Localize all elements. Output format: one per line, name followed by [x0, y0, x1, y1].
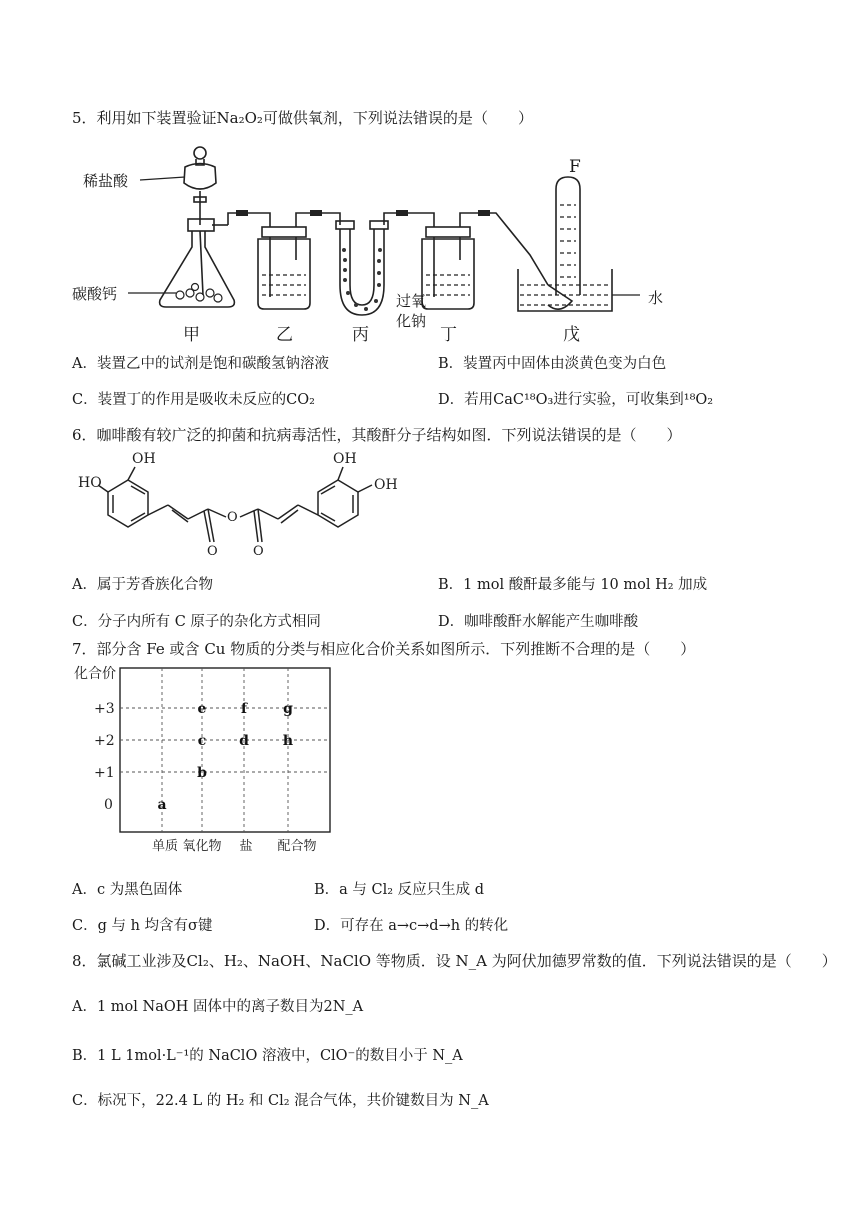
label-dilute-hcl: 稀盐酸: [83, 172, 129, 190]
point-g: g: [283, 701, 293, 717]
q5-apparatus-diagram: [0, 135, 868, 385]
q7-option-b[interactable]: B．a 与 Cl₂ 反应只生成 d: [314, 882, 485, 898]
o-bridge: O: [227, 510, 238, 525]
q5-stem: 5．利用如下装置验证Na₂O₂可做供氧剂，下列说法错误的是（ ）: [72, 109, 533, 127]
label-yi: 乙: [276, 325, 293, 345]
q5-option-a[interactable]: A．装置乙中的试剂是饱和碳酸氢钠溶液: [72, 356, 329, 372]
q6-stem: 6．咖啡酸有较广泛的抑菌和抗病毒活性，其酸酐分子结构如图．下列说法错误的是（ ）: [72, 426, 682, 444]
point-f: f: [240, 701, 248, 717]
q5-option-b[interactable]: B．装置丙中固体由淡黄色变为白色: [438, 356, 667, 372]
valence-chart: [60, 660, 400, 860]
y-tick-2: +1: [94, 765, 115, 781]
ho-left: HO: [78, 475, 102, 491]
label-ding: 丁: [440, 325, 457, 345]
point-h: h: [282, 733, 294, 749]
q6-option-a[interactable]: A．属于芳香族化合物: [72, 577, 213, 593]
label-F: F: [569, 157, 581, 177]
label-na2o2-bottom: 化钠: [396, 312, 427, 330]
category-label-2: 盐: [239, 839, 253, 854]
q7-option-d[interactable]: D．可存在 a→c→d→h 的转化: [314, 918, 509, 934]
q8-option-a[interactable]: A．1 mol NaOH 固体中的离子数目为2N_A: [72, 999, 364, 1015]
category-label-1: 氧化物: [182, 839, 222, 854]
q7-option-c[interactable]: C．g 与 h 均含有σ键: [72, 918, 213, 934]
y-tick-0: +3: [94, 701, 115, 717]
q6-option-c[interactable]: C．分子内所有 C 原子的杂化方式相同: [72, 614, 321, 630]
q8-option-b[interactable]: B．1 L 1mol·L⁻¹的 NaClO 溶液中，ClO⁻的数目小于 N_A: [72, 1048, 463, 1064]
label-jia: 甲: [183, 325, 200, 345]
label-water: 水: [648, 289, 664, 307]
q8-option-c[interactable]: C．标况下，22.4 L 的 H₂ 和 Cl₂ 混合气体，共价键数目为 N_A: [72, 1093, 489, 1109]
oh-right-top: OH: [333, 451, 357, 467]
q7-stem: 7．部分含 Fe 或含 Cu 物质的分类与相应化合价关系如图所示．下列推断不合理的是（ ）: [72, 640, 696, 658]
point-b: b: [197, 765, 207, 781]
o-carbonyl-right: O: [253, 544, 264, 557]
caffeic-anhydride-structure: [0, 447, 868, 557]
label-bing: 丙: [352, 325, 369, 345]
q7-option-a[interactable]: A．c 为黑色固体: [72, 882, 183, 898]
point-a: a: [157, 797, 167, 813]
label-wu: 戊: [563, 325, 580, 345]
label-na2o2-top: 过氧: [396, 292, 427, 310]
chart-frame: [120, 668, 330, 832]
point-d: d: [239, 733, 249, 749]
q8-stem: 8．氯碱工业涉及Cl₂、H₂、NaOH、NaClO 等物质．设 N_A 为阿伏加德罗常数的值．下列说法错误的是（ ）: [72, 952, 837, 970]
y-tick-3: 0: [104, 797, 113, 813]
point-e: e: [197, 701, 207, 717]
oh-left-top: OH: [132, 451, 156, 467]
category-label-0: 单质: [151, 839, 179, 854]
point-c: c: [197, 733, 207, 749]
o-carbonyl-left: O: [207, 544, 218, 557]
category-label-3: 配合物: [277, 839, 317, 854]
q5-option-c[interactable]: C．装置丁的作用是吸收未反应的CO₂: [72, 392, 315, 408]
label-caco3: 碳酸钙: [72, 285, 118, 303]
y-axis-label: 化合价: [74, 666, 116, 682]
q5-option-d[interactable]: D．若用CaC¹⁸O₃进行实验，可收集到¹⁸O₂: [438, 392, 714, 408]
q6-option-d[interactable]: D．咖啡酸酐水解能产生咖啡酸: [438, 614, 639, 630]
oh-right: OH: [374, 477, 398, 493]
q6-option-b[interactable]: B．1 mol 酸酐最多能与 10 mol H₂ 加成: [438, 577, 708, 593]
y-tick-1: +2: [94, 733, 115, 749]
